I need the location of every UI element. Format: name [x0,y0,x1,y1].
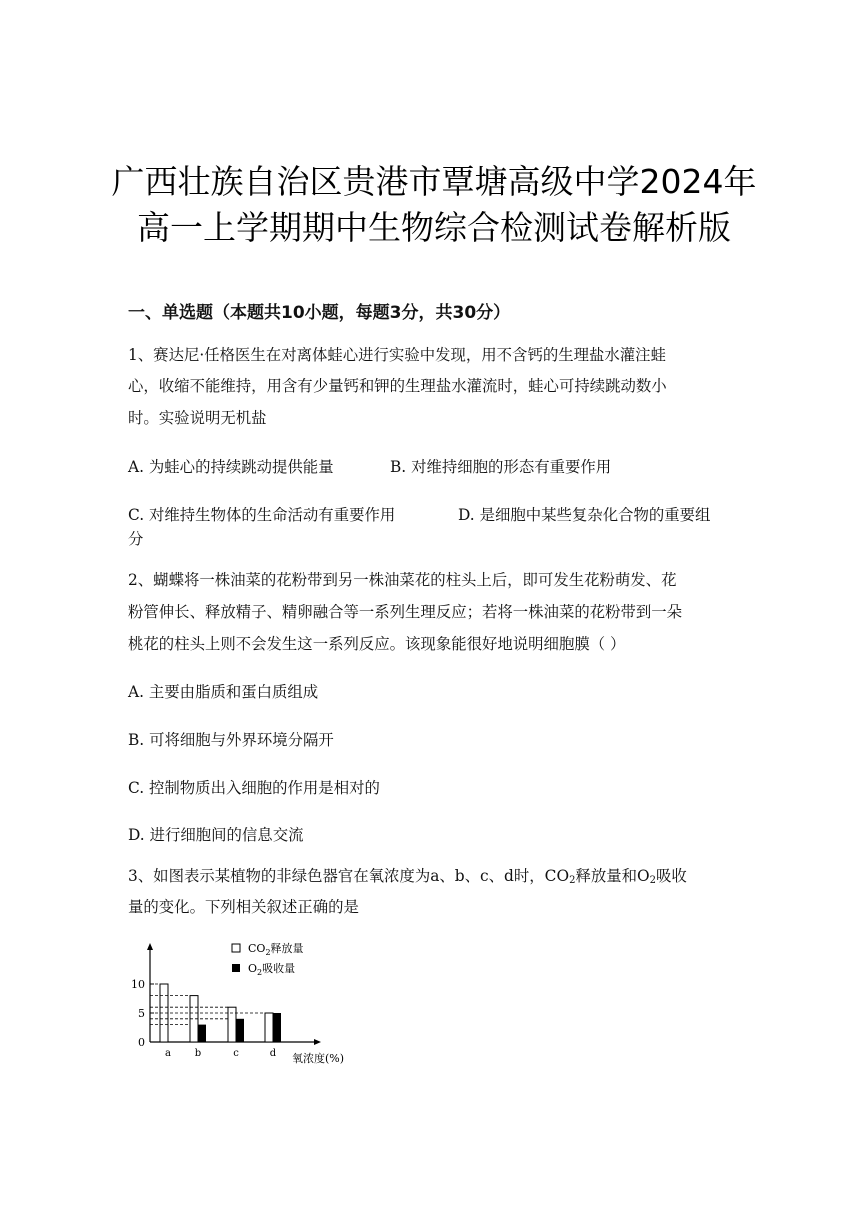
x-axis-label: 氧浓度(%) [292,1052,345,1065]
co2-bar [228,1007,236,1042]
x-category-label: d [269,1048,277,1059]
o2-bar [236,1019,244,1042]
q2-option-b: B. 可将细胞与外界环境分隔开 [128,731,334,749]
document-title-line1: 广西壮族自治区贵港市覃塘高级中学2024年 [111,162,757,201]
q2-stem-line2: 粉管伸长、释放精子、精卵融合等一系列生理反应；若将一株油菜的花粉带到一朵 [128,603,683,621]
document-title-line2: 高一上学期期中生物综合检测试卷解析版 [137,208,731,247]
legend-swatch-filled [232,964,240,972]
q1-option-d-continued: 分 [128,530,144,548]
q2-option-c: C. 控制物质出入细胞的作用是相对的 [128,779,380,797]
y-axis-arrow [147,943,153,950]
q1-option-c: C. 对维持生物体的生命活动有重要作用 [128,506,396,524]
legend-label: $O_2$吸收量 [248,962,296,977]
x-category-label: b [194,1048,202,1059]
q2-stem-line1: 2、蝴蝶将一株油菜的花粉带到另一株油菜花的柱头上后，即可发生花粉萌发、花 [128,571,677,589]
q1-option-a: A. 为蛙心的持续跳动提供能量 [128,458,334,476]
x-category-label: a [165,1048,171,1059]
co2-bar [265,1013,273,1042]
q3-stem-line1: 3、如图表示某植物的非绿色器官在氧浓度为a、b、c、d时，$CO_2$释放量和$O_2$吸收 [128,867,687,886]
y-tick-label: 10 [131,978,145,991]
legend-swatch-hollow [232,944,240,952]
q1-stem-line3: 时。实验说明无机盐 [128,409,267,427]
q2-option-a: A. 主要由脂质和蛋白质组成 [128,683,319,701]
q1-stem-line1: 1、赛达尼·任格医生在对离体蛙心进行实验中发现，用不含钙的生理盐水灌注蛙 [128,346,666,364]
o2-bar [198,1025,206,1042]
q3-stem-line2: 量的变化。下列相关叙述正确的是 [128,898,359,916]
o2-bar [273,1013,281,1042]
q2-stem-line3: 桃花的柱头上则不会发生这一系列反应。该现象能很好地说明细胞膜（ ） [128,635,626,653]
q1-option-b: B. 对维持细胞的形态有重要作用 [390,458,612,476]
y-tick-label: 0 [138,1036,145,1049]
q2-option-d: D. 进行细胞间的信息交流 [128,826,304,844]
q1-option-d: D. 是细胞中某些复杂化合物的重要组 [458,506,711,524]
section-heading: 一、单选题（本题共10小题，每题3分，共30分） [128,303,511,323]
y-tick-label: 5 [138,1007,145,1020]
x-axis-arrow [314,1039,321,1045]
legend-label: $CO_2$释放量 [248,942,304,957]
x-category-label: c [233,1048,239,1059]
q1-stem-line2: 心，收缩不能维持，用含有少量钙和钾的生理盐水灌流时，蛙心可持续跳动数小 [128,377,667,395]
respiration-bar-chart [120,938,380,1068]
